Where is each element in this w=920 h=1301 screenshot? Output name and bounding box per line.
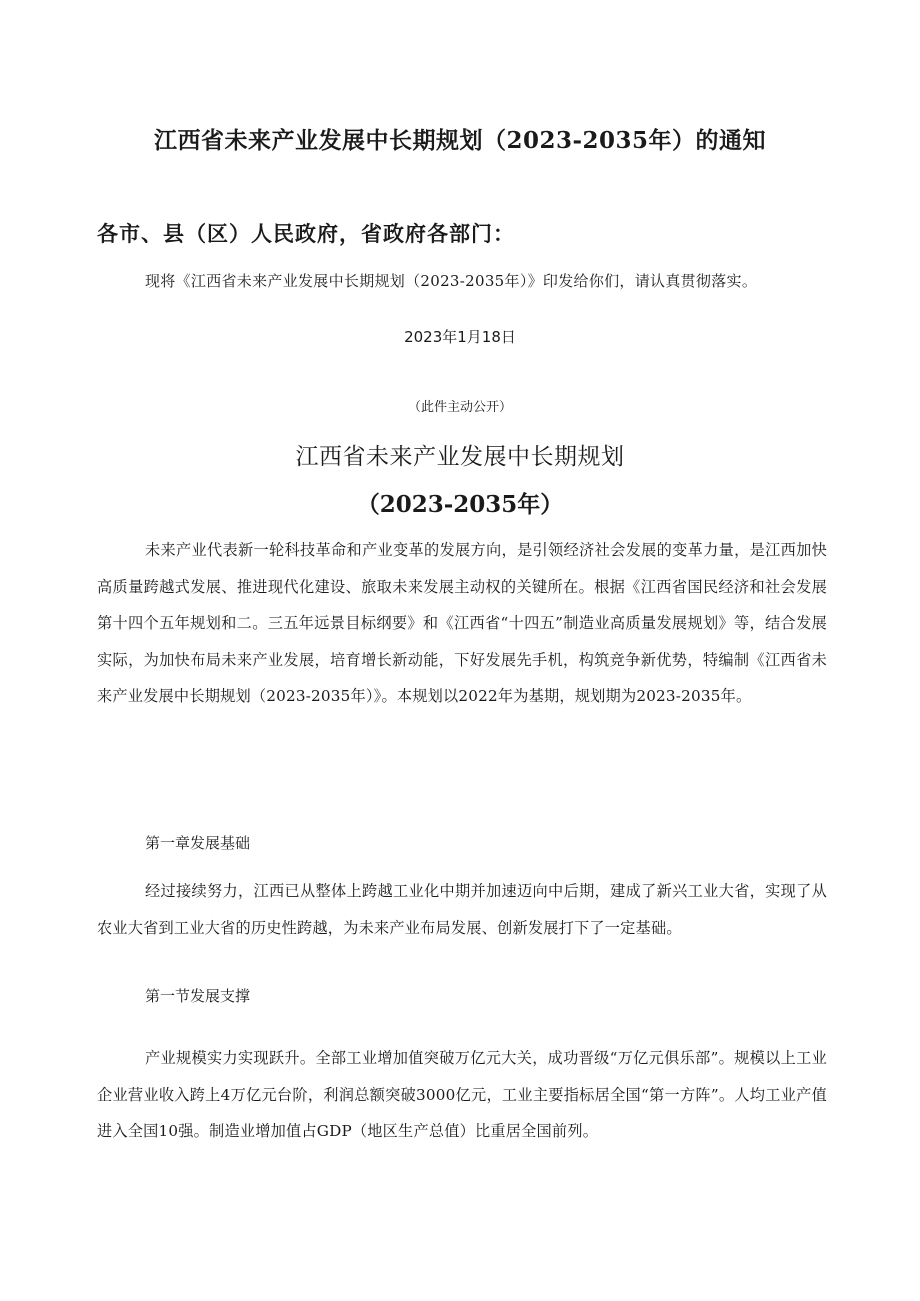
body-paragraph-scale: 产业规模实力实现跃升。全部工业增加值突破万亿元大关，成功晋级“万亿元俱乐部”。规模以上工业企业营业收入跨上4万亿元台阶，利润总额突破3000亿元，工业主要指标居全国“第一方阵”。人均工业产值进入全国10强。制造业增加值占GDP（地区生产总值）比重居全国前列。 — [97, 1049, 827, 1140]
plan-title: 江西省未来产业发展中长期规划 — [295, 444, 625, 470]
public-note: （此件主动公开） — [407, 400, 512, 415]
chapter-heading: 第一章发展基础 — [145, 834, 251, 852]
intro-paragraph: 现将《江西省未来产业发展中长期规划（2023-2035年）》印发给你们，请认真贯彻落实。 — [145, 272, 758, 290]
section-heading: 第一节发展支撑 — [145, 987, 251, 1005]
issue-date: 2023年1月18日 — [404, 328, 516, 346]
notice-title: 江西省未来产业发展中长期规划（2023-2035年）的通知 — [153, 127, 767, 154]
body-paragraph-foundation: 经过接续努力，江西已从整体上跨越工业化中期并加速迈向中后期，建成了新兴工业大省，实现了从农业大省到工业大省的历史性跨越，为未来产业布局发展、创新发展打下了一定基础。 — [97, 882, 827, 937]
salutation: 各市、县（区）人民政府，省政府各部门： — [97, 222, 515, 246]
plan-years: （2023-2035年） — [356, 491, 564, 518]
body-paragraph-preface: 未来产业代表新一轮科技革命和产业变革的发展方向，是引领经济社会发展的变革力量，是江西加快高质量跨越式发展、推进现代化建设、旅取未来发展主动权的关键所在。根据《江西省国民经济和社会发展第十四个五年规划和二。三五年远景目标纲要》和《江西省“十四五”制造业高质量发展规划》等，结合发展实际，为加快布局未来产业发展，培育增长新动能，下好发展先手机，构筑竞争新优势，特编制《江西省未来产业发展中长期规划（2023-2035年）》。本规划以2022年为基期，规划期为2023-2035年。 — [97, 541, 827, 705]
